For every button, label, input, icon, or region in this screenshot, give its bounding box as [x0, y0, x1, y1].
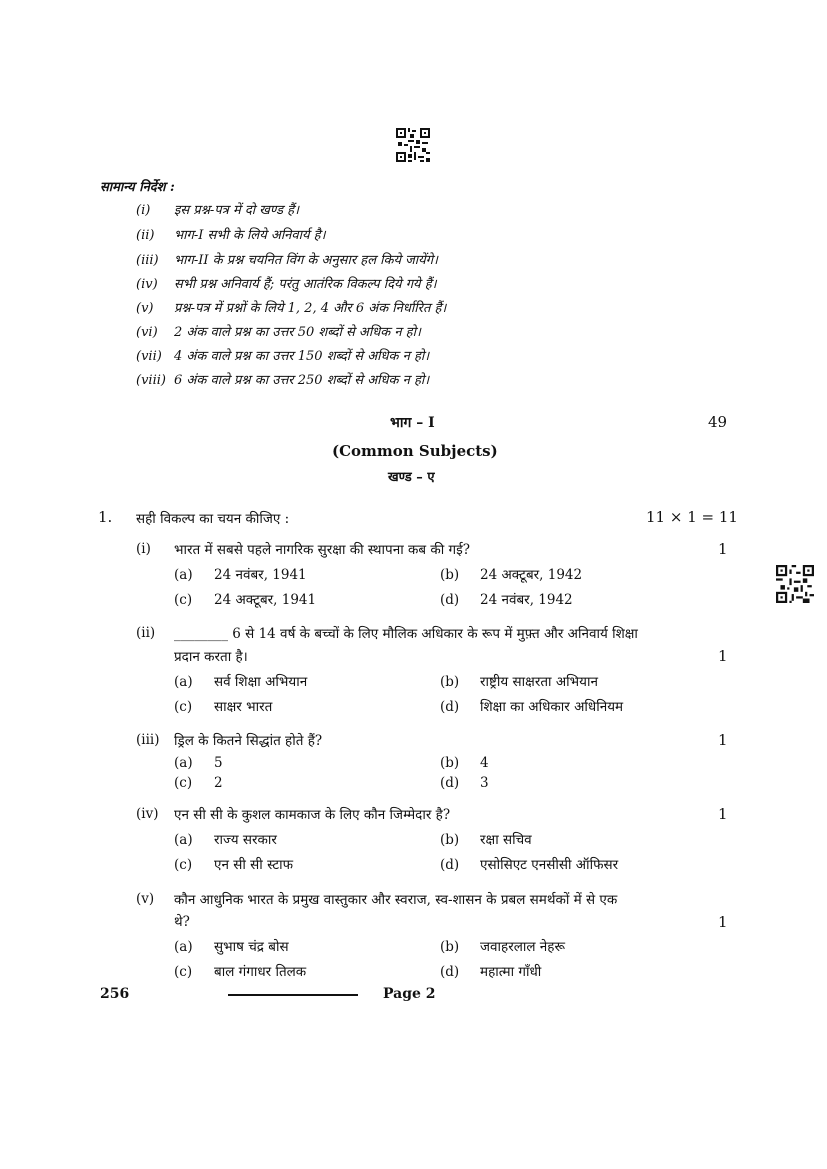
option-text: 24 अक्टूबर, 1941 — [214, 592, 317, 608]
option-c — [174, 855, 293, 873]
option-label: (c) — [174, 775, 193, 791]
option-text: जवाहरलाल नेहरू — [480, 939, 565, 955]
sub-question-text: ड्रिल के कितने सिद्धांत होते हैं? — [174, 733, 323, 749]
option-label: (c) — [174, 699, 193, 715]
instruction-number: (i) — [136, 203, 151, 218]
option-b — [440, 937, 565, 955]
option-d — [440, 590, 573, 608]
section-title: खण्ड – ए — [388, 470, 435, 485]
option-b — [440, 830, 532, 848]
instruction-item — [136, 225, 326, 243]
option-label: (d) — [440, 964, 460, 980]
option-text: 2 — [214, 775, 223, 791]
option-text: महात्मा गाँधी — [480, 964, 542, 980]
option-text: राष्ट्रीय साक्षरता अभियान — [480, 674, 598, 690]
instruction-item — [136, 200, 299, 218]
instruction-text: 2 अंक वाले प्रश्न का उत्तर 50 शब्दों से अधिक न हो। — [174, 325, 421, 340]
instruction-number: (ii) — [136, 228, 155, 243]
option-label: (a) — [174, 939, 193, 955]
option-text: 4 — [480, 755, 489, 771]
sub-question-mark: 1 — [718, 540, 728, 558]
page-number: Page 2 — [383, 986, 436, 1002]
instruction-number: (vi) — [136, 325, 158, 340]
sub-question-text-cont: प्रदान करता है। — [174, 649, 248, 665]
sub-question-number: (iv) — [136, 806, 159, 822]
instructions-title: सामान्य निर्देश : — [100, 180, 175, 195]
instruction-item — [136, 274, 437, 292]
question-number: 1. — [98, 508, 113, 526]
sub-question-text-cont: थे? — [174, 914, 190, 930]
option-label: (b) — [440, 939, 460, 955]
sub-question-text: ________ 6 से 14 वर्ष के बच्चों के लिए मौलिक अधिकार के रूप में मुफ़्त और अनिवार्य शिक्षा — [174, 626, 638, 642]
qr-code-side — [776, 565, 814, 603]
instruction-item — [136, 298, 446, 316]
instruction-text: इस प्रश्न-पत्र में दो खण्ड हैं। — [174, 203, 300, 218]
sub-question-number: (i) — [136, 541, 151, 557]
option-text: बाल गंगाधर तिलक — [214, 964, 307, 980]
sub-question-text: कौन आधुनिक भारत के प्रमुख वास्तुकार और स्वराज, स्व-शासन के प्रबल समर्थकों में से एक — [174, 892, 618, 908]
sub-question-text: एन सी सी के कुशल कामकाज के लिए कौन जिम्मेदार है? — [174, 807, 451, 823]
option-label: (b) — [440, 674, 460, 690]
option-text: सुभाष चंद्र बोस — [214, 939, 289, 955]
sub-question-number: (v) — [136, 891, 155, 907]
paper-code: 256 — [100, 986, 130, 1002]
option-label: (b) — [440, 755, 460, 771]
instruction-item — [136, 346, 429, 364]
footer-rule — [228, 994, 358, 996]
option-c — [174, 697, 272, 715]
option-label: (c) — [174, 857, 193, 873]
option-d — [440, 962, 541, 980]
option-label: (d) — [440, 592, 460, 608]
option-text: साक्षर भारत — [214, 699, 273, 715]
instruction-item — [136, 370, 429, 388]
part-code: 49 — [708, 413, 728, 431]
sub-question-mark: 1 — [718, 913, 728, 931]
question-prompt: सही विकल्प का चयन कीजिए : — [136, 511, 290, 527]
instruction-text: सभी प्रश्न अनिवार्य हैं; परंतु आतंरिक विकल्प दिये गये हैं। — [174, 277, 437, 292]
instruction-number: (v) — [136, 301, 154, 316]
option-b — [440, 672, 598, 690]
option-label: (a) — [174, 674, 193, 690]
part-subtitle: (Common Subjects) — [332, 442, 498, 460]
option-text: रक्षा सचिव — [480, 832, 532, 848]
instruction-number: (viii) — [136, 373, 166, 388]
option-label: (b) — [440, 832, 460, 848]
option-text: राज्य सरकार — [214, 832, 277, 848]
sub-question-mark: 1 — [718, 805, 728, 823]
option-label: (d) — [440, 857, 460, 873]
instruction-number: (vii) — [136, 349, 162, 364]
instruction-number: (iii) — [136, 253, 159, 268]
sub-question-number: (ii) — [136, 625, 156, 641]
instruction-number: (iv) — [136, 277, 158, 292]
option-text: एसोसिएट एनसीसी ऑफिसर — [480, 857, 619, 873]
option-a — [174, 937, 289, 955]
option-text: एन सी सी स्टाफ — [214, 857, 294, 873]
option-label: (d) — [440, 699, 460, 715]
option-label: (a) — [174, 755, 193, 771]
option-text: 24 नवंबर, 1941 — [214, 567, 307, 583]
qr-code-top — [396, 128, 430, 162]
option-text: 24 अक्टूबर, 1942 — [480, 567, 583, 583]
option-text: 24 नवंबर, 1942 — [480, 592, 573, 608]
instruction-item — [136, 322, 421, 340]
instruction-text: 6 अंक वाले प्रश्न का उत्तर 250 शब्दों से अधिक न हो। — [174, 373, 430, 388]
option-a — [174, 565, 307, 583]
instruction-item — [136, 250, 438, 268]
option-b — [440, 755, 489, 771]
option-label: (a) — [174, 567, 193, 583]
option-a — [174, 830, 277, 848]
option-label: (a) — [174, 832, 193, 848]
option-label: (c) — [174, 592, 193, 608]
option-a — [174, 755, 223, 771]
option-d — [440, 775, 489, 791]
option-d — [440, 855, 618, 873]
option-text: सर्व शिक्षा अभियान — [214, 674, 308, 690]
part-title: भाग – I — [390, 415, 435, 431]
option-text: 3 — [480, 775, 489, 791]
option-label: (d) — [440, 775, 460, 791]
sub-question-mark: 1 — [718, 647, 728, 665]
option-a — [174, 672, 307, 690]
option-b — [440, 565, 582, 583]
option-text: शिक्षा का अधिकार अधिनियम — [480, 699, 624, 715]
option-c — [174, 962, 306, 980]
instruction-text: प्रश्न-पत्र में प्रश्नों के लिये 1, 2, 4 और 6 अंक निर्धारित हैं। — [174, 301, 447, 316]
option-d — [440, 697, 623, 715]
sub-question-text: भारत में सबसे पहले नागरिक सुरक्षा की स्थापना कब की गई? — [174, 542, 470, 558]
instruction-text: भाग-I सभी के लिये अनिवार्य है। — [174, 228, 326, 243]
instruction-text: भाग-II के प्रश्न चयनित विंग के अनुसार हल किये जायेंगे। — [174, 253, 438, 268]
sub-question-number: (iii) — [136, 732, 160, 748]
sub-question-mark: 1 — [718, 731, 728, 749]
option-text: 5 — [214, 755, 223, 771]
question-marks: 11 × 1 = 11 — [646, 508, 738, 526]
option-c — [174, 590, 316, 608]
option-label: (b) — [440, 567, 460, 583]
option-c — [174, 775, 223, 791]
instruction-text: 4 अंक वाले प्रश्न का उत्तर 150 शब्दों से अधिक न हो। — [174, 349, 430, 364]
option-label: (c) — [174, 964, 193, 980]
